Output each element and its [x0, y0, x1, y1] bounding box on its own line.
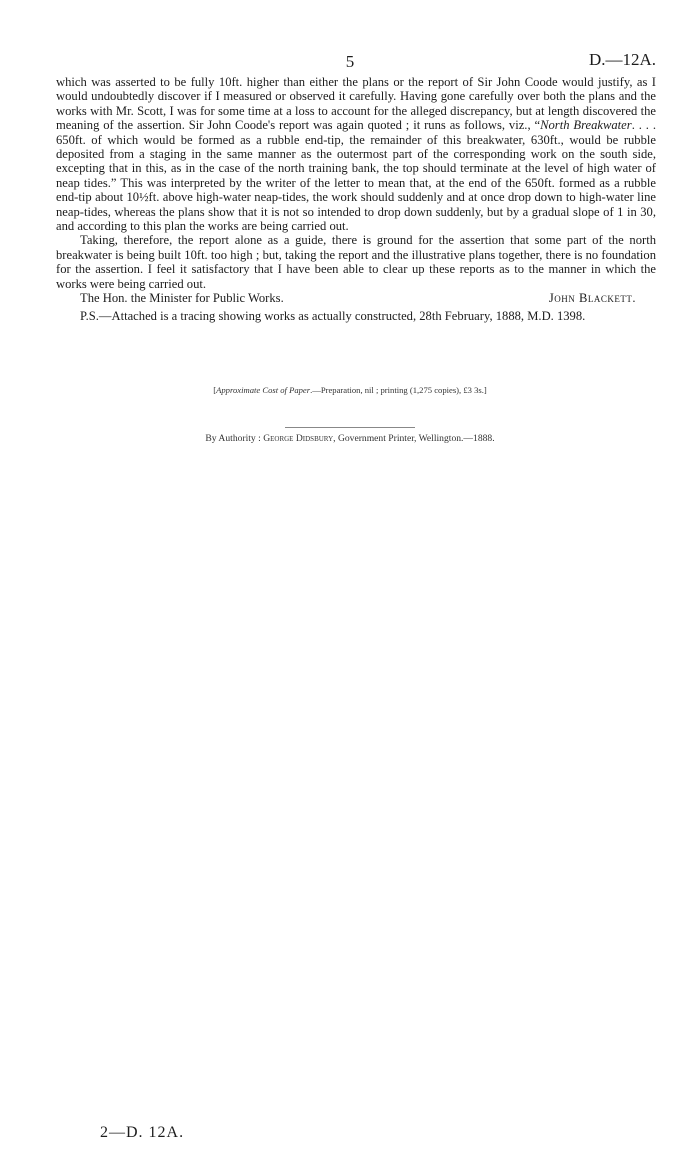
printer-name: George Didsbury [263, 433, 334, 444]
imprint-suffix: , Government Printer, Wellington.—1888. [333, 433, 495, 444]
body-text [56, 75, 656, 323]
paragraph-2: Taking, therefore, the report alone as a guide, there is ground for the assertion that some part of the north breakwater is being built 10ft. too high ; but, taking the report and the illustrative plans together, there is no foundation for the assertion. I feel it satisfactory that I have been able to clear up these reports as to the manner in which the works were being carried out. [56, 233, 656, 291]
document-code: D.—12A. [588, 50, 656, 69]
cost-note: [Approximate Cost of Paper.—Preparation, nil ; printing (1,275 copies), £3 3s.] [213, 385, 487, 395]
divider-rule [285, 427, 415, 428]
paragraph-1-start: which was asserted to be fully 10ft. higher than either the plans or the report of Sir John Coode would justify, as I would undoubtedly discover if I measured or observed it carefully. Having gone carefully over both the plans and the works with Mr. Scott, I was for some time at a loss to account for the alleged discrepancy, but at length discovered the meaning of the assertion. Sir John Coode's report was again quoted ; it runs as follows, viz., “ [56, 75, 656, 133]
page-number: 5 [345, 52, 355, 71]
paragraph-1 [56, 75, 656, 233]
signature: John Blackett. [548, 291, 636, 306]
cost-text: .—Preparation, nil ; printing (1,275 copies), £3 3s. [310, 385, 484, 395]
paragraph-1-end: . . . . 650ft. of which would be formed as a rubble end-tip, the remainder of this breakwater, 630ft., would be rubble deposited from a staging in the same manner as the outermost part of the corresponding work on the south side, excepting that in this, as in the case of the north training bank, the top should terminate at the level of high water of neap tides.” This was interpreted by the writer of the letter to mean that, at the end of the 650ft. formed as a rubble end-tip about 10½ft. above high-water neap-tides, the work should suddenly and at once drop down to high-water line neap-tides, whereas the plans show that it is not so intended to drop down suddenly, but by a gradual slope of 1 in 30, and according to this plan the works are being carried out. [56, 118, 656, 234]
addressee: The Hon. the Minister for Public Works. [80, 291, 284, 306]
printer-imprint [0, 433, 700, 444]
cost-label: Approximate Cost of Paper [216, 385, 311, 395]
postscript: P.S.—Attached is a tracing showing works as actually constructed, 28th February, 1888, M.D. 1398. [80, 308, 586, 323]
signature-line [56, 291, 656, 305]
quoted-heading: North Breakwater [540, 118, 632, 133]
footer-signature-mark: 2—D. 12A. [100, 1124, 185, 1141]
imprint-prefix: By Authority : [205, 433, 264, 444]
